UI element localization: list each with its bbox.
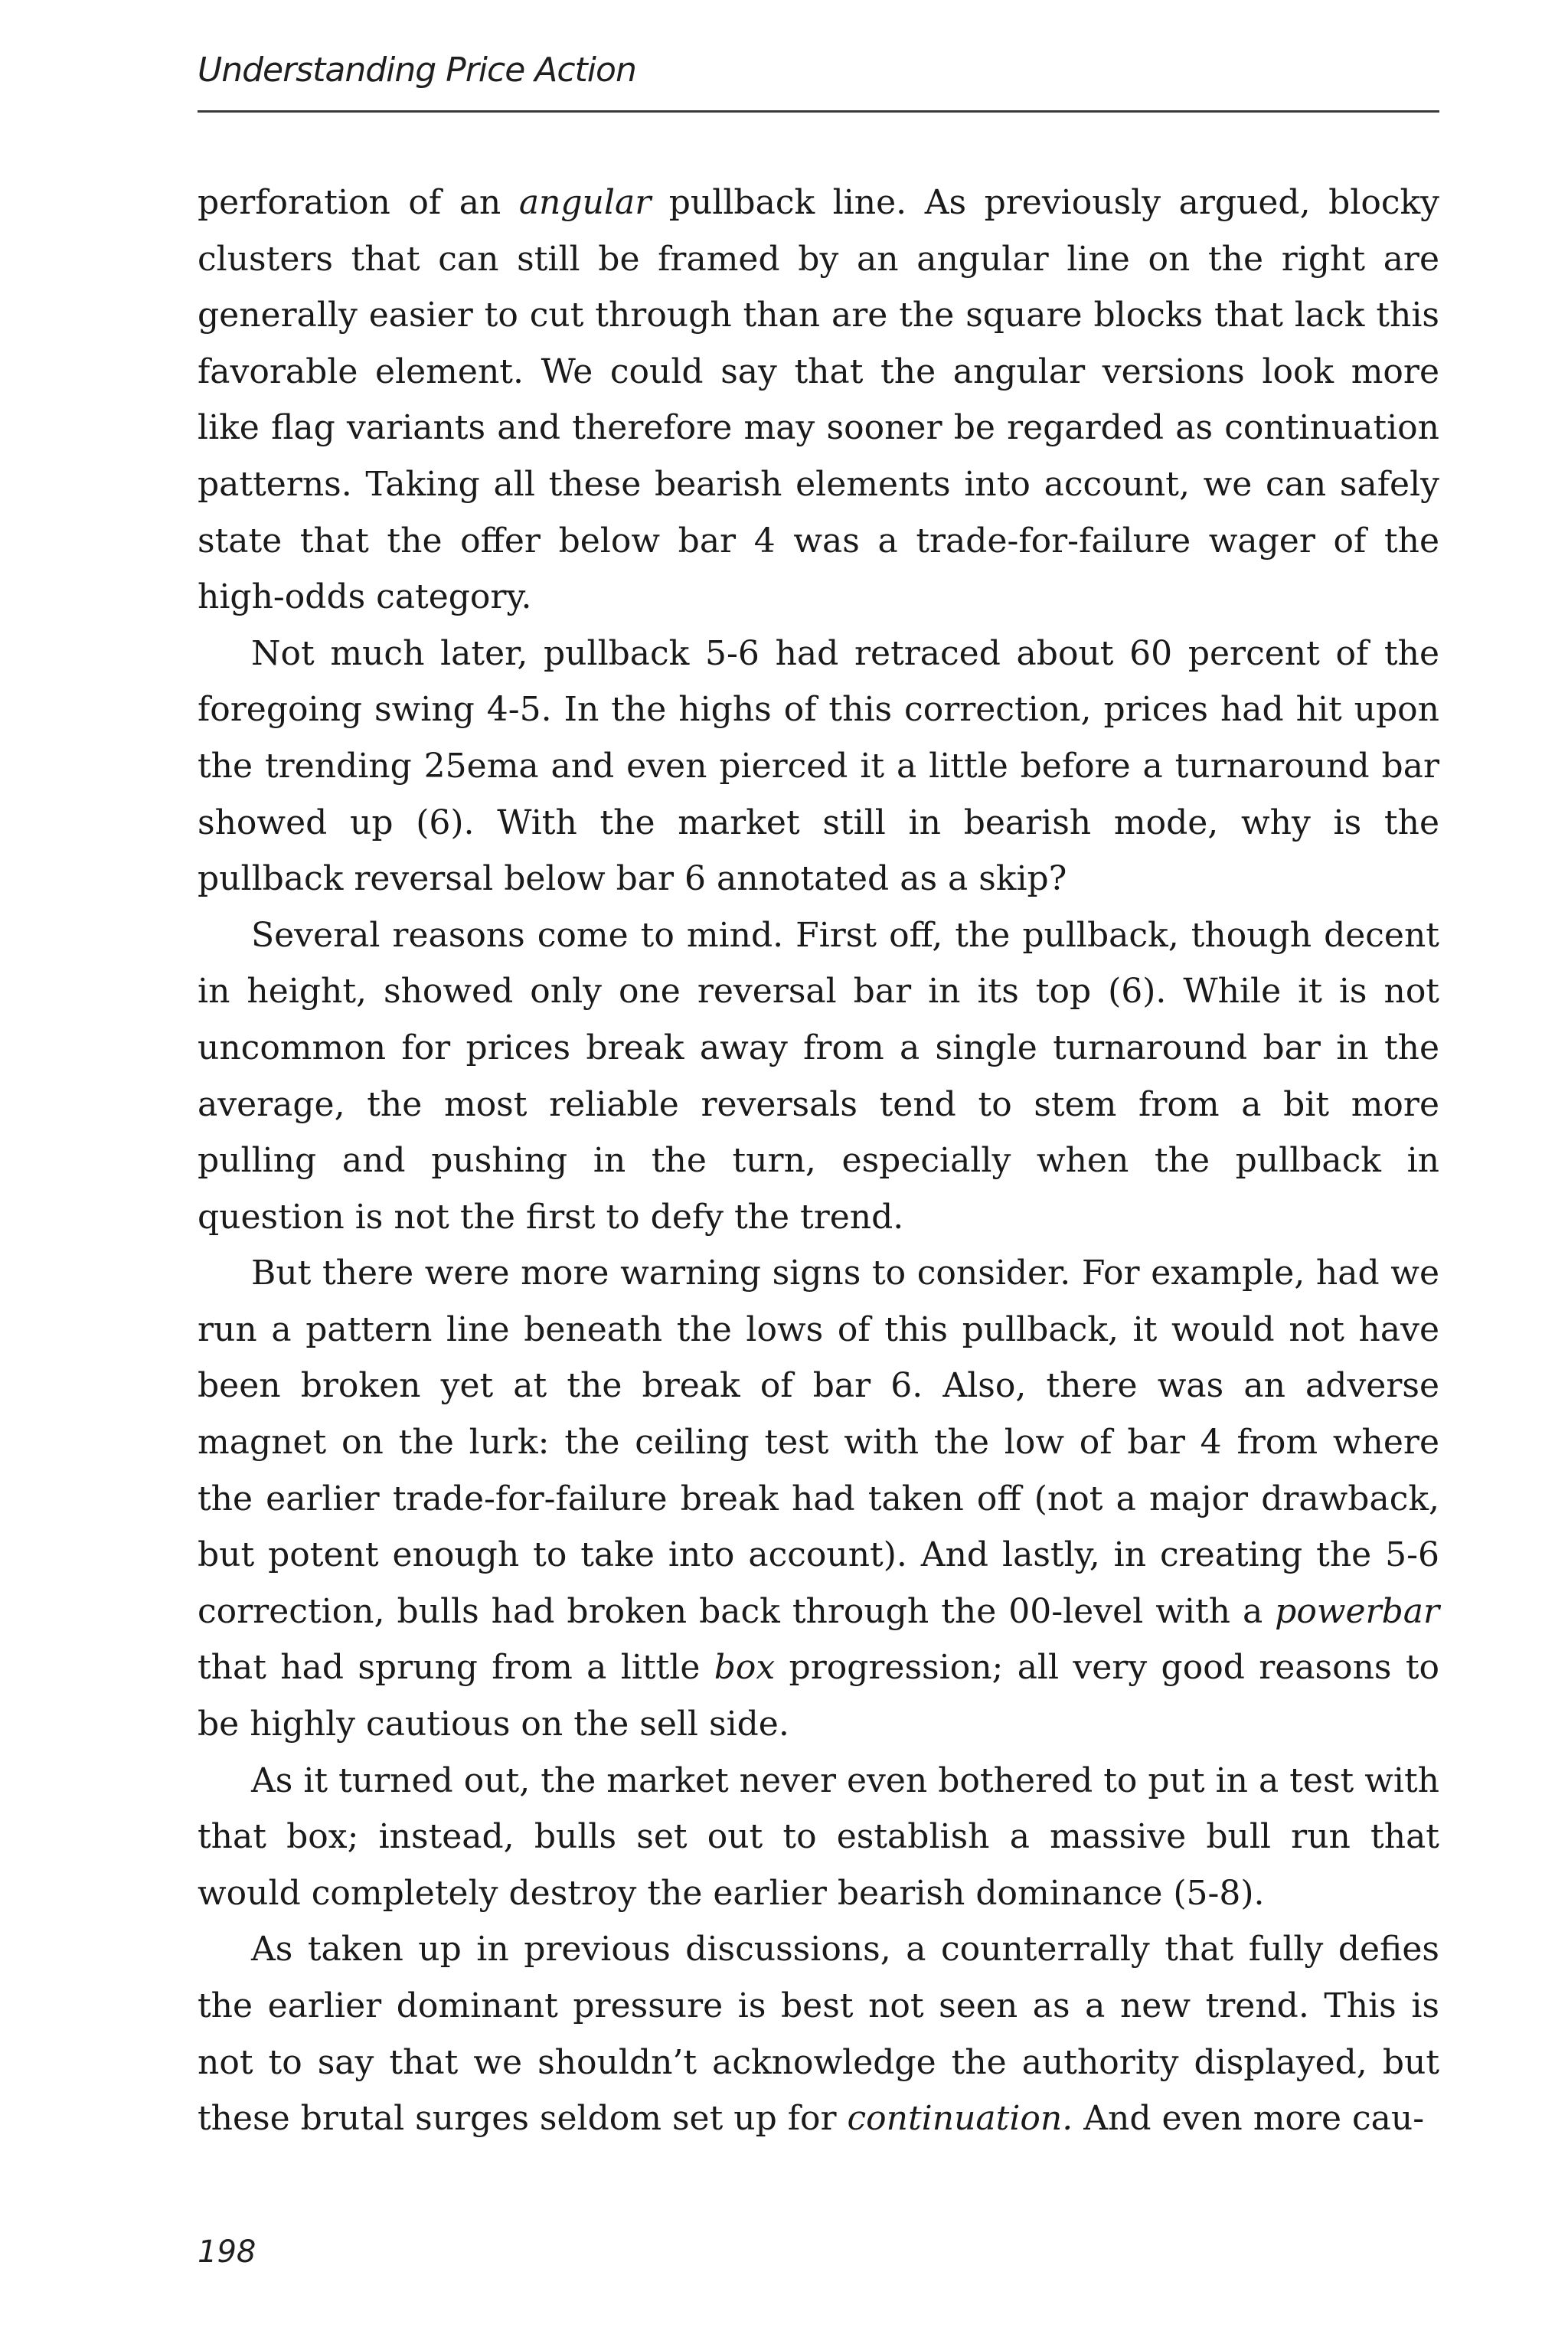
text-span: that had sprung from a little: [198, 1648, 714, 1688]
text-span: progression; all very good reasons to be highly cautious on the sell side.: [198, 1648, 1440, 1744]
text-span: Not much later, pullback 5-6 had retraced about 60 percent of the foregoing swing 4-5. In the highs of this correction, prices had hit upon the trending 25ema and even pierced it a little before a turnaround bar showed up (6). With the market still in bearish mode, why is the pullback reversal below bar 6 annotated as a skip?: [198, 633, 1439, 899]
text-span: pullback line. As previously argued, blocky clusters that can still be framed by an angular line on the right are generally easier to cut through than are the square blocks that lack this favorable element. We could say that the angular versions look more like flag variants and therefore may sooner be regarded as continuation patterns. Taking all these bearish elements into account, we can safely state that the offer below bar 4 was a trade-for-failure wager of the high-odds category.: [198, 183, 1439, 617]
text-span: perforation of an: [198, 183, 519, 222]
text-span: Several reasons come to mind. First off, the pullback, though decent in height, showed only one reversal bar in its top (6). While it is not uncommon for prices break away from a single turnaround bar in the average, the most reliable reversals tend to stem from a bit more pulling and pushing in the turn, especially when the pullback in question is not the first to defy the trend.: [198, 915, 1439, 1237]
paragraph: [198, 1245, 1439, 1752]
emphasis-text: box: [714, 1648, 776, 1688]
paragraph: [198, 626, 1439, 907]
paragraph: [198, 907, 1439, 1246]
text-span: But there were more warning signs to consider. For example, had we run a pattern line beneath the lows of this pullback, it would not have been broken yet at the break of bar 6. Also, there was an adverse magnet on the lurk: the ceiling test with the low of bar 4 from where the earlier trade-for-failure break had taken off (not a major drawback, but potent enough to take into account). And lastly, in creating the 5-6 correction, bulls had broken back through the 00-level with a: [198, 1254, 1439, 1631]
paragraph: [198, 175, 1439, 626]
paragraph: [198, 1753, 1439, 1922]
text-span: As it turned out, the market never even bothered to put in a test with that box; instead, bulls set out to establish a massive bull run that would completely destroy the earlier bearish dominance (5-8).: [198, 1760, 1439, 1913]
header-rule: [198, 110, 1439, 113]
text-span: As taken up in previous discussions, a counterrally that fully defies the earlier dominant pressure is best not seen as a new trend. This is not to say that we shouldn’t acknowledge the authority displayed, but these brutal surges seldom set up for: [198, 1930, 1439, 2139]
page-number: 198: [198, 2234, 256, 2270]
emphasis-text: angular: [518, 183, 652, 222]
running-head: Understanding Price Action: [198, 51, 636, 90]
paragraph: [198, 1921, 1439, 2146]
text-span: And even more cau-: [1073, 2099, 1425, 2139]
emphasis-text: powerbar: [1275, 1591, 1439, 1631]
body-text: [198, 175, 1439, 2147]
emphasis-text: continuation.: [847, 2099, 1073, 2139]
